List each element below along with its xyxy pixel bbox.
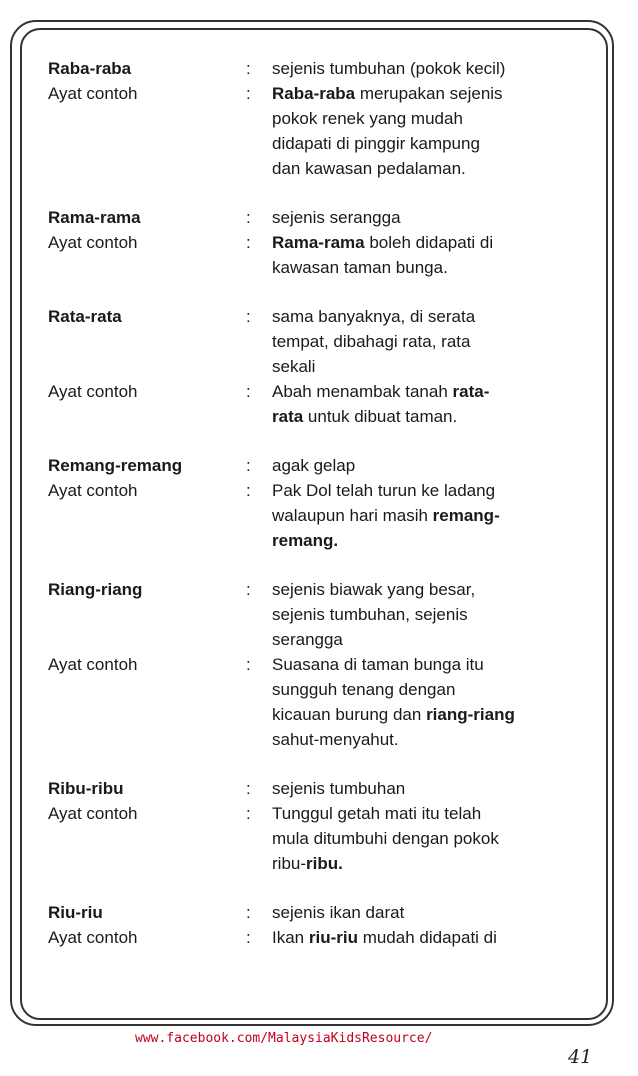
example-label: Ayat contoh [48,481,138,500]
example-row [48,925,608,950]
example-sentence [272,230,582,280]
definition-row [48,577,608,652]
example-line: Tunggul getah mati itu telah [272,804,482,823]
example-line: pokok renek yang mudah [272,109,463,128]
example-line: Raba-raba merupakan sejenis [272,84,503,103]
colon: : [246,382,251,401]
glossary-entry [48,776,608,876]
definition-row [48,205,608,230]
glossary-entry [48,453,608,553]
example-line: dan kawasan pedalaman. [272,159,466,178]
page-number: 41 [568,1046,593,1068]
facebook-link[interactable]: www.facebook.com/MalaysiaKidsResource/ [135,1031,433,1046]
example-line: didapati di pinggir kampung [272,134,480,153]
example-label: Ayat contoh [48,804,138,823]
meaning-line: sejenis biawak yang besar, [272,580,476,599]
colon: : [246,233,251,252]
definition-row [48,304,608,379]
example-line: sungguh tenang dengan [272,680,456,699]
example-row [48,379,608,429]
definition-row [48,56,608,81]
colon: : [246,804,251,823]
example-line: Rama-rama boleh didapati di [272,233,494,252]
example-line: Ikan riu-riu mudah didapati di [272,928,497,947]
meaning-line: sejenis tumbuhan, sejenis [272,605,468,624]
example-line: walaupun hari masih remang- [272,506,500,525]
example-row [48,81,608,181]
colon: : [246,481,251,500]
example-line: kawasan taman bunga. [272,258,448,277]
example-row [48,478,608,553]
example-sentence [272,81,582,181]
example-line: remang. [272,531,339,550]
example-row [48,230,608,280]
entry-term: Ribu-ribu [48,779,124,798]
example-line: Abah menambak tanah rata- [272,382,490,401]
example-line: kicauan burung dan riang-riang [272,705,515,724]
example-label: Ayat contoh [48,928,138,947]
entry-meaning [272,304,582,379]
glossary-list [48,56,608,974]
glossary-entry [48,56,608,181]
example-sentence [272,478,582,553]
glossary-entry [48,205,608,280]
example-label: Ayat contoh [48,382,138,401]
example-label: Ayat contoh [48,233,138,252]
entry-term: Raba-raba [48,59,132,78]
entry-meaning: sejenis serangga [272,208,401,227]
example-row [48,801,608,876]
entry-meaning: sejenis tumbuhan [272,779,406,798]
example-line: ribu-ribu. [272,854,343,873]
colon: : [246,208,251,227]
example-line: Suasana di taman bunga itu [272,655,484,674]
example-label: Ayat contoh [48,84,138,103]
colon: : [246,580,251,599]
glossary-entry [48,900,608,950]
colon: : [246,779,251,798]
example-line: sahut-menyahut. [272,730,399,749]
example-line: rata untuk dibuat taman. [272,407,458,426]
definition-row [48,453,608,478]
example-sentence [272,652,582,752]
colon: : [246,655,251,674]
glossary-entry [48,304,608,429]
colon: : [246,903,251,922]
colon: : [246,456,251,475]
meaning-line: serangga [272,630,343,649]
example-sentence [272,925,582,950]
glossary-entry [48,577,608,752]
entry-meaning: sejenis ikan darat [272,903,405,922]
definition-row [48,900,608,925]
example-sentence [272,801,582,876]
entry-term: Rata-rata [48,307,122,326]
colon: : [246,928,251,947]
definition-row [48,776,608,801]
example-line: Pak Dol telah turun ke ladang [272,481,496,500]
entry-term: Remang-remang [48,456,183,475]
entry-term: Riu-riu [48,903,103,922]
colon: : [246,307,251,326]
entry-term: Rama-rama [48,208,141,227]
entry-meaning [272,577,582,652]
meaning-line: sama banyaknya, di serata [272,307,476,326]
meaning-line: sekali [272,357,316,376]
example-line: mula ditumbuhi dengan pokok [272,829,499,848]
example-label: Ayat contoh [48,655,138,674]
colon: : [246,84,251,103]
entry-term: Riang-riang [48,580,143,599]
colon: : [246,59,251,78]
meaning-line: tempat, dibahagi rata, rata [272,332,471,351]
entry-meaning: sejenis tumbuhan (pokok kecil) [272,59,506,78]
entry-meaning: agak gelap [272,456,356,475]
example-sentence [272,379,582,429]
example-row [48,652,608,752]
